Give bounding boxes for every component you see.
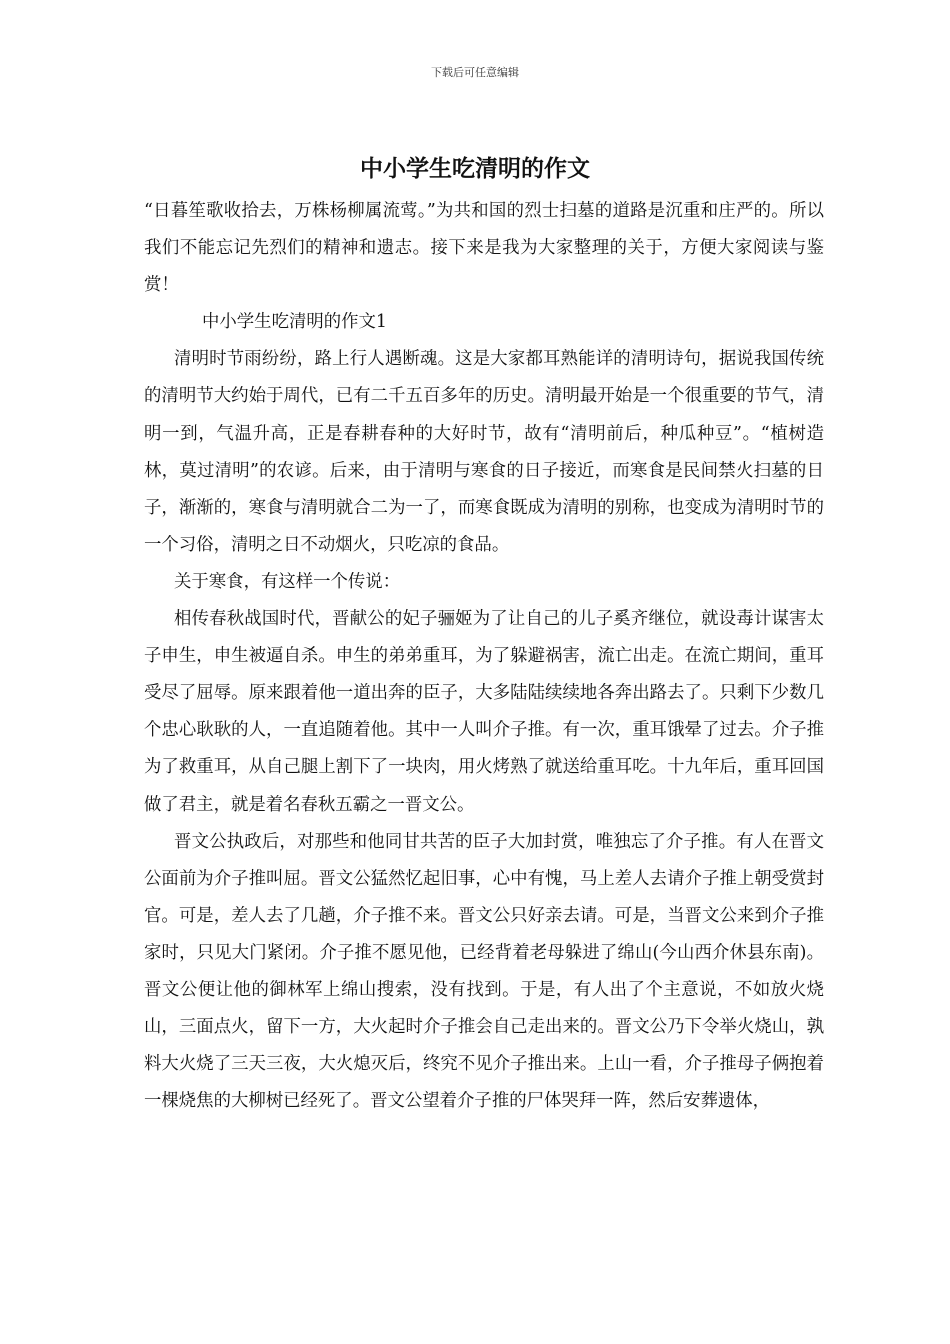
intro-paragraph: “日暮笙歌收拾去，万株杨柳属流莺。”为共和国的烈士扫墓的道路是沉重和庄严的。所以我们不能忘记先烈们的精神和遗志。接下来是我为大家整理的关于，方便大家阅读与鉴赏！	[144, 201, 824, 296]
body-paragraph: 清明时节雨纷纷，路上行人遇断魂。这是大家都耳熟能详的清明诗句，据说我国传统的清明节大约始于周代，已有二千五百多年的历史。清明最开始是一个很重要的节气，清明一到，气温升高，正是春耕春种的大好时节，故有“清明前后，种瓜种豆”。“植树造林，莫过清明”的农谚。后来，由于清明与寒食的日子接近，而寒食是民间禁火扫墓的日子，渐渐的，寒食与清明就合二为一了，而寒食既成为清明的别称，也变成为清明时节的一个习俗，清明之日不动烟火，只吃凉的食品。	[144, 349, 824, 555]
document-title: 中小学生吃清明的作文	[360, 155, 590, 182]
body-paragraph: 相传春秋战国时代，晋献公的妃子骊姬为了让自己的儿子奚齐继位，就设毒计谋害太子申生，申生被逼自杀。申生的弟弟重耳，为了躲避祸害，流亡出走。在流亡期间，重耳受尽了屈辱。原来跟着他一道出奔的臣子，大多陆陆续续地各奔出路去了。只剩下少数几个忠心耿耿的人，一直追随着他。其中一人叫介子推。有一次，重耳饿晕了过去。介子推为了救重耳，从自己腿上割下了一块肉，用火烤熟了就送给重耳吃。十九年后，重耳回国做了君主，就是着名春秋五霸之一晋文公。	[144, 609, 824, 815]
section-subtitle: 中小学生吃清明的作文1	[202, 312, 387, 333]
body-paragraph: 晋文公执政后，对那些和他同甘共苦的臣子大加封赏，唯独忘了介子推。有人在晋文公面前为介子推叫屈。晋文公猛然忆起旧事，心中有愧，马上差人去请介子推上朝受赏封官。可是，差人去了几趟，介子推不来。晋文公只好亲去请。可是，当晋文公来到介子推家时，只见大门紧闭。介子推不愿见他，已经背着老母躲进了绵山(今山西介休县东南)。晋文公便让他的御林军上绵山搜索，没有找到。于是，有人出了个主意说，不如放火烧山，三面点火，留下一方，大火起时介子推会自己走出来的。晋文公乃下令举火烧山，孰料大火烧了三天三夜，大火熄灭后，终究不见介子推出来。上山一看，介子推母子俩抱着一棵烧焦的大柳树已经死了。晋文公望着介子推的尸体哭拜一阵，然后安葬遗体，	[144, 831, 824, 1112]
body-paragraph: 关于寒食，有这样一个传说：	[174, 571, 401, 592]
document-body	[144, 193, 824, 1120]
page-header-note: 下载后可任意编辑	[431, 66, 519, 79]
